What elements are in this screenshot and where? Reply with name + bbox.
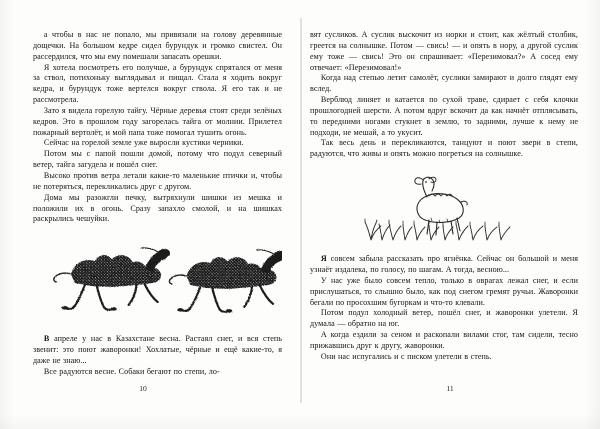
- paragraph: Потом подул холодный ветер, пошёл снег, и жаворонки улетели. Я думала — обратно на юг.: [310, 308, 578, 329]
- paragraph: Высоко против ветра летали какие-то маленькие птички и, чтобы не потеряться, перекликались друг с другом.: [33, 170, 282, 191]
- right-page-text-column: [310, 30, 578, 363]
- paragraph: Зато я видела горелую тайгу. Чёрные деревья стоят среди зелёных кедров. Это в прошлом году загорелась тайга от молнии. Прилетел пожарный вертолёт, и мой папа тоже помогал тушить огонь.: [33, 105, 282, 137]
- paragraph: Дома мы разожгли печку, вытряхнули шишки из мешка и положили их в огонь. Сразу запахло смолой, и на шишках раскрылись чешуйки.: [33, 192, 282, 224]
- paragraph: У нас уже было совсем тепло, только в оврагах лежал снег, и если прислушаться, то слышно было, как под снегом гремят ручьи. Жаворонки бегали по просохшим бугоркам и что-то клевали.: [310, 275, 578, 307]
- paragraph: Потом мы с папой пошли домой, потому что подул северный ветер, тайга загудела и пошёл снег.: [33, 149, 282, 170]
- two-running-camels-illustration: [33, 240, 282, 318]
- page-number-right: 11: [446, 384, 454, 393]
- paragraph-with-leadcap: [310, 254, 578, 276]
- paragraph: а чтобы в нас не попало, мы привязали на голову деревянные дощечки. На большом кедре сидел бурундук и громко свистел. Он рассердился, что мы ему помешали запасать орешки.: [33, 30, 282, 61]
- lead-capital: Я: [320, 254, 327, 264]
- lamb-in-grass-illustration: [310, 172, 578, 246]
- right-page: [300, 0, 600, 429]
- paragraph: Когда над степью летит самолёт, суслики замирают и долго глядят ему вслед.: [310, 73, 578, 94]
- paragraph: вят сусликов. А суслик выскочит из норки и стоит, как жёлтый столбик, греется на солнышке. Потом — свись! — и опять в нору, а другой суслик ему тоже — свись! Это он спрашивает: «Перезимовал?» А сосед ему отвечает: «Перезимовал!»: [310, 30, 578, 72]
- paragraph: Я хотела посмотреть его получше, а бурундук спрятался от меня за ствол, потихоньку выглядывал и пищал. Стала я ходить вокруг кедра, и бурундук тоже вертелся вокруг ствола. Я его так и не рассмотрела.: [33, 62, 282, 105]
- paragraph: Так весь день и перекликаются, танцуют и поют звери в степи, радуются, что живы и опять можно погреться на солнышке.: [310, 138, 578, 159]
- lead-capital: В: [43, 334, 50, 344]
- paragraph: Сейчас на горелой земле уже выросли кустики черники.: [43, 138, 244, 148]
- paragraph: Они нас испугались и с писком улетели в степь.: [320, 351, 492, 361]
- page-number-left: 10: [139, 384, 147, 393]
- paragraph: Все радуются весне. Собаки бегают по степи, ло-: [43, 366, 220, 376]
- paragraph-with-leadcap: [33, 334, 282, 367]
- paragraph-text: апреле у нас в Казахстане весна. Растаял снег, и вся степь звенит: это поют жаворонки! Хохлатые, чёрные и ещё какие-то, я даже не знаю...: [33, 334, 282, 365]
- left-page-text-column: [33, 30, 282, 378]
- paragraph: Верблюд линяет и катается по сухой траве, сдирает с себя клочки прошлогодней шерсти. А потом вдруг вскочит да как начнёт отплясывать, то передними ногами стукнет в землю, то задними, лучше к нему не подходи, не мешай, а то укусит.: [310, 95, 578, 137]
- paragraph: А когда ездили за сеном и раскопали вилами стог, там сидели, тесно прижавшись друг к другу, жаворонки.: [310, 330, 578, 350]
- paragraph-text: совсем забыла рассказать про ягнёнка. Сейчас он большой и меня узнаёт издалека, по голосу, по шагам. А тогда, весною...: [310, 254, 578, 274]
